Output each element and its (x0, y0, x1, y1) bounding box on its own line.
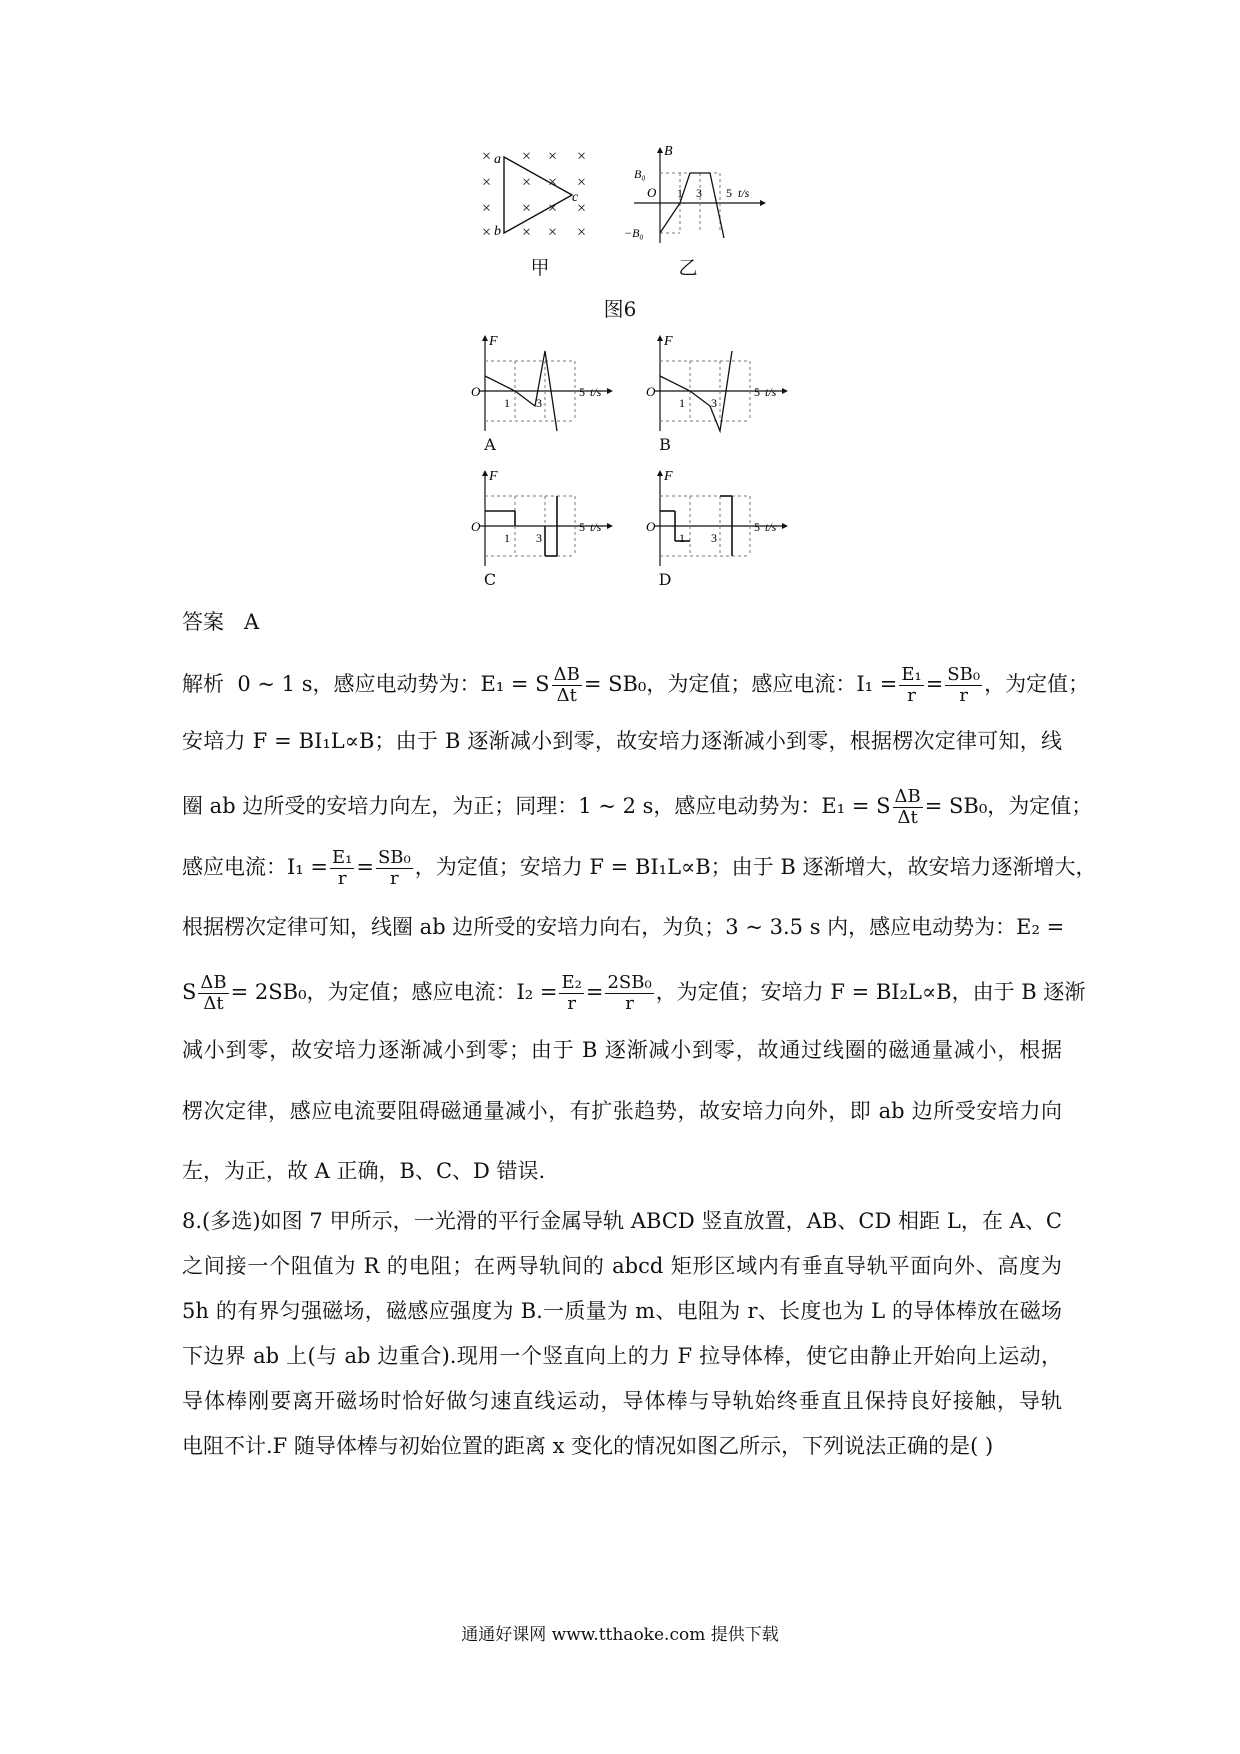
vertex-b-label: b (494, 224, 501, 239)
cross-mark: × (482, 174, 492, 191)
question-8-line-5: 导体棒刚要离开磁场时恰好做匀速直线运动，导体棒与导轨始终垂直且保持良好接触，导轨 (182, 1389, 1062, 1413)
x-axis-arrow (760, 200, 766, 206)
svg-text:5: 5 (579, 520, 585, 534)
fraction-E1-r: $\frac{\text{E₁}}{r}$ (901, 664, 922, 706)
cross-mark: × (548, 148, 558, 165)
cross-mark: × (548, 174, 558, 191)
svg-text:O: O (646, 519, 656, 534)
fraction-2SB0-r: $\frac{\text{2SB₀}}{r}$ (607, 972, 652, 1014)
y-axis-arrow (657, 147, 663, 153)
triangle-coil (504, 157, 572, 233)
fraction-dB-dt: $\frac{\Delta B}{\Delta t}$ (200, 972, 227, 1014)
option-d-label: D (658, 570, 672, 589)
b0-label: B₀ (634, 167, 646, 181)
cross-mark: × (482, 200, 492, 217)
neg-b0-label: −B₀ (624, 226, 644, 240)
analysis-line-2: 安培力 F = BI₁L∝B；由于 B 逐渐减小到零，故安培力逐渐减小到零，根据楞次定律可知，线 (182, 729, 1062, 753)
cross-mark: × (482, 224, 492, 241)
svg-text:O: O (646, 384, 656, 399)
vertex-c-label: c (572, 190, 579, 205)
axis-x-label: t/s (738, 186, 750, 200)
figure-6-yi (620, 145, 770, 245)
fraction-E2-r: $\frac{\text{E₂}}{r}$ (561, 972, 582, 1014)
axis-y-label: B (664, 145, 673, 159)
caption-yi: 乙 (678, 257, 698, 279)
analysis-line-5: 根据楞次定律可知，线圈 ab 边所受的安培力向右，为负；3 ~ 3.5 s 内，感应电动势为：E₂ = (182, 915, 1065, 939)
fraction-SB0-r: $\frac{\text{SB₀}}{r}$ (377, 847, 411, 889)
b-t-curve (660, 173, 724, 238)
svg-text:1: 1 (504, 531, 510, 545)
fraction-SB0-r: $\frac{\text{SB₀}}{r}$ (947, 664, 981, 706)
option-a-graph (465, 333, 625, 433)
svg-text:3: 3 (711, 531, 717, 545)
svg-text:3: 3 (711, 396, 717, 410)
cross-mark: × (548, 200, 558, 217)
svg-text:3: 3 (536, 531, 542, 545)
cross-mark: × (522, 174, 532, 191)
analysis-line-1: 解析 0 ~ 1 s，感应电动势为：E₁ = S $\frac{\Delta B}{\Delta t}$ = SB₀，为定值；感应电流：I₁ = $\frac{\text{E₁}}{r}$ = $\frac{\text{SB₀}}{r}$ ，为定值； (182, 664, 1090, 706)
analysis-line-9: 左，为正，故 A 正确，B、C、D 错误. (182, 1159, 546, 1183)
svg-text:1: 1 (679, 396, 685, 410)
analysis-label: 解析 (182, 672, 224, 696)
vertex-a-label: a (494, 152, 501, 167)
svg-text:3: 3 (536, 396, 542, 410)
svg-text:1: 1 (679, 531, 685, 545)
figure-6-caption: 图6 (603, 297, 637, 321)
svg-text:5: 5 (754, 385, 760, 399)
cross-mark: × (577, 200, 587, 217)
tick-5: 5 (726, 186, 732, 200)
cross-mark: × (482, 148, 492, 165)
question-8-line-2: 之间接一个阻值为 R 的电阻；在两导轨间的 abcd 矩形区域内有垂直导轨平面向外、高度为 (182, 1254, 1062, 1278)
svg-text:t/s: t/s (590, 385, 602, 399)
option-c-label: C (483, 570, 497, 589)
analysis-line-6: S $\frac{\Delta B}{\Delta t}$ = 2SB₀，为定值；感应电流：I₂ = $\frac{\text{E₂}}{r}$ = $\frac{\text{2SB₀}}{r}$ ，为定值；安培力 F = BI₂L∝B，由于 B 逐渐 (182, 972, 1086, 1014)
analysis-line-7: 减小到零，故安培力逐渐减小到零；由于 B 逐渐减小到零，故通过线圈的磁通量减小，根据 (182, 1038, 1062, 1062)
tick-3: 3 (696, 186, 702, 200)
footer-source: 通通好课网 www.tthaoke.com 提供下载 (461, 1625, 779, 1645)
cross-mark: × (577, 174, 587, 191)
svg-text:5: 5 (754, 520, 760, 534)
option-b-label: B (659, 435, 671, 454)
option-d-graph (640, 468, 800, 568)
figure-6-jia (472, 145, 602, 245)
answer-label: 答案 (182, 610, 224, 634)
svg-text:O: O (471, 384, 481, 399)
option-a-label: A (484, 435, 496, 454)
option-c-graph (465, 468, 625, 568)
question-8-line-1: 8.(多选)如图 7 甲所示，一光滑的平行金属导轨 ABCD 竖直放置，AB、CD 相距 L，在 A、C (182, 1209, 1062, 1233)
cross-mark: × (522, 200, 532, 217)
answer-value: A (244, 610, 260, 634)
caption-jia: 甲 (530, 257, 550, 279)
analysis-line-3: 圈 ab 边所受的安培力向左，为正；同理：1 ~ 2 s，感应电动势为：E₁ = S $\frac{\Delta B}{\Delta t}$ = SB₀，为定值； (182, 786, 1093, 828)
svg-text:F: F (664, 469, 673, 484)
svg-text:F: F (489, 334, 498, 349)
svg-text:F: F (489, 469, 498, 484)
option-b-graph (640, 333, 800, 433)
answer-line (182, 607, 1062, 637)
svg-text:1: 1 (504, 396, 510, 410)
origin-label: O (647, 185, 657, 200)
svg-text:O: O (471, 519, 481, 534)
fraction-dB-dt: $\frac{\Delta B}{\Delta t}$ (894, 786, 921, 828)
svg-text:t/s: t/s (765, 385, 777, 399)
tick-1: 1 (677, 186, 683, 200)
fraction-dB-dt: $\frac{\Delta B}{\Delta t}$ (553, 664, 580, 706)
analysis-line-4: 感应电流：I₁ = $\frac{\text{E₁}}{r}$ = $\frac{\text{SB₀}}{r}$ ，为定值；安培力 F = BI₁L∝B；由于 B 逐渐增大，故安培力逐渐增大， (182, 847, 1097, 889)
cross-mark: × (577, 224, 587, 241)
cross-mark: × (522, 224, 532, 241)
question-8-line-3: 5h 的有界匀强磁场，磁感应强度为 B.一质量为 m、电阻为 r、长度也为 L 的导体棒放在磁场 (182, 1299, 1062, 1323)
question-8-line-6: 电阻不计.F 随导体棒与初始位置的距离 x 变化的情况如图乙所示，下列说法正确的是( ) (182, 1434, 994, 1458)
analysis-line-8: 楞次定律，感应电流要阻碍磁通量减小，有扩张趋势，故安培力向外，即 ab 边所受安培力向 (182, 1099, 1062, 1123)
cross-mark: × (548, 224, 558, 241)
svg-text:t/s: t/s (590, 520, 602, 534)
svg-text:5: 5 (579, 385, 585, 399)
cross-mark: × (522, 148, 532, 165)
svg-text:F: F (664, 334, 673, 349)
question-8-line-4: 下边界 ab 上(与 ab 边重合).现用一个竖直向上的力 F 拉导体棒，使它由静止开始向上运动， (182, 1344, 1062, 1368)
cross-mark: × (577, 148, 587, 165)
fraction-E1-r: $\frac{\text{E₁}}{r}$ (332, 847, 353, 889)
svg-text:t/s: t/s (765, 520, 777, 534)
